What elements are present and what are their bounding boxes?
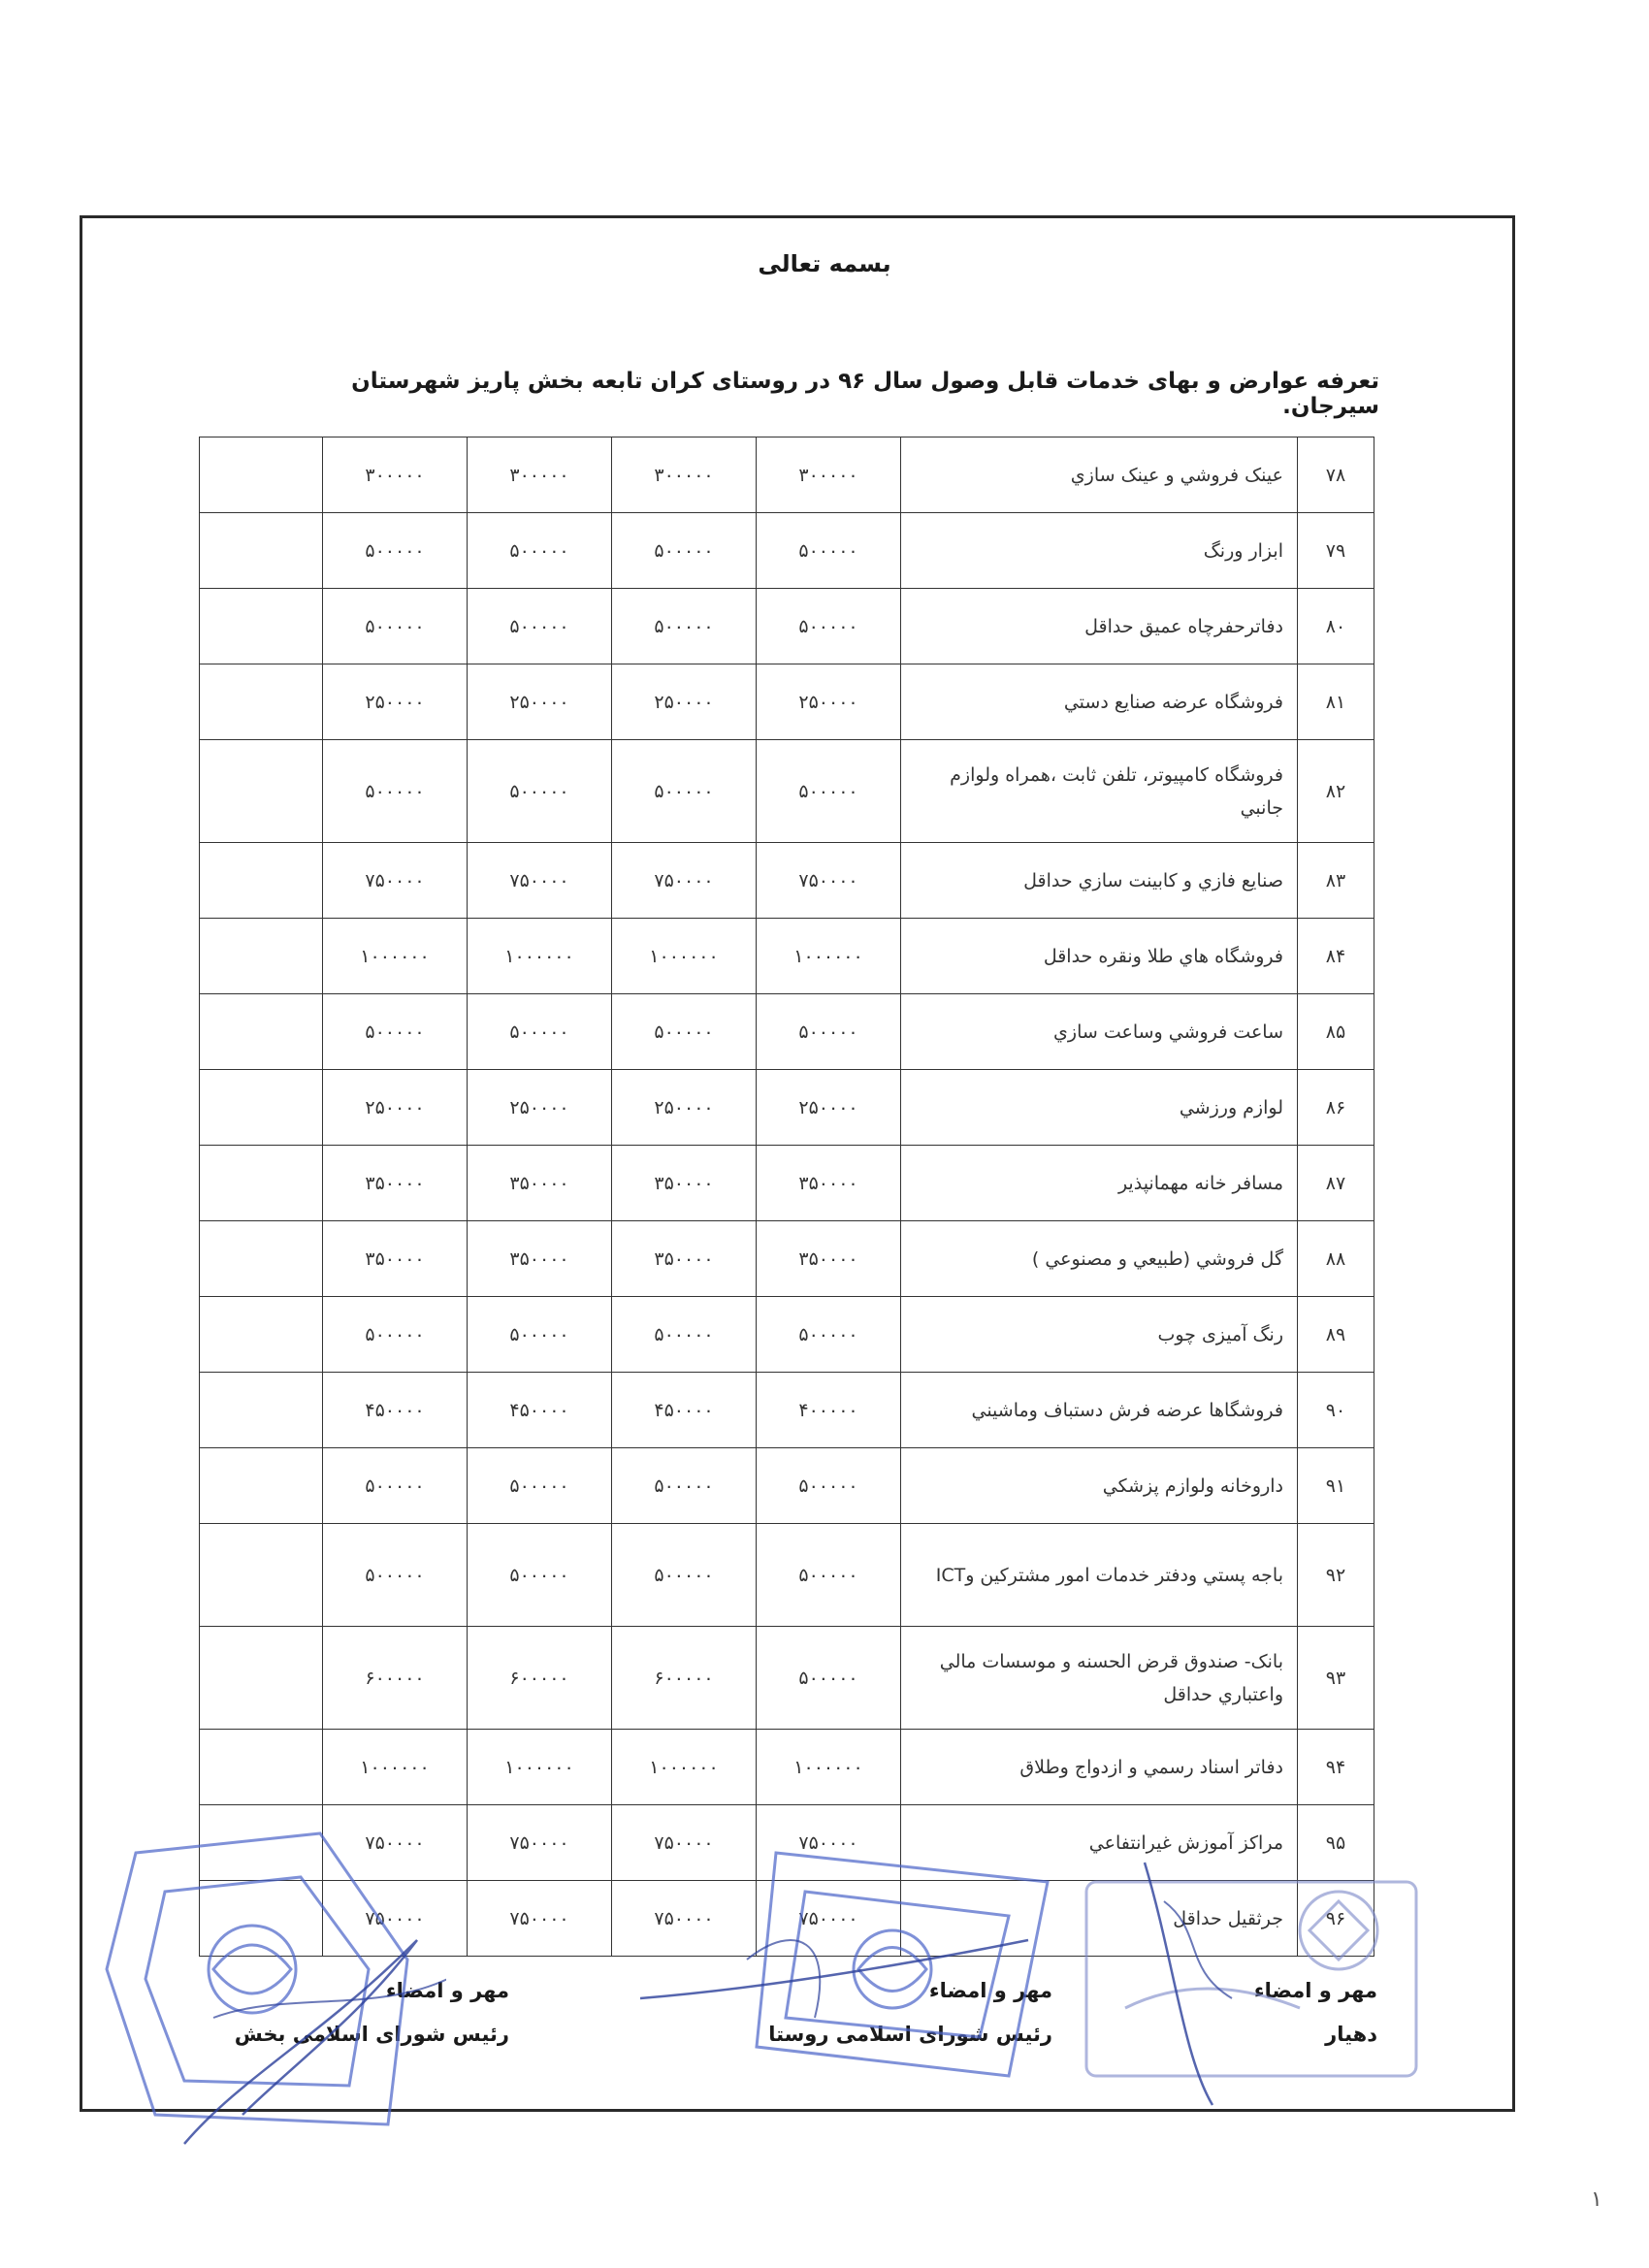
tariff-value: ۵۰۰۰۰۰ — [757, 1448, 901, 1524]
row-number: ۸۴ — [1298, 919, 1374, 994]
signature-line2: رئیس شورای اسلامی روستا — [768, 2023, 1052, 2046]
empty-cell — [200, 513, 323, 589]
row-number: ۹۱ — [1298, 1448, 1374, 1524]
tariff-table — [199, 437, 1374, 1957]
service-title: مراکز آموزش غیرانتفاعي — [901, 1805, 1298, 1881]
tariff-value: ۴۵۰۰۰۰ — [468, 1373, 612, 1448]
tariff-value: ۴۵۰۰۰۰ — [612, 1373, 757, 1448]
row-number: ۸۷ — [1298, 1146, 1374, 1221]
empty-cell — [200, 1524, 323, 1627]
tariff-value: ۳۵۰۰۰۰ — [757, 1221, 901, 1297]
district-council-stamp — [97, 1824, 446, 2173]
tariff-value: ۳۰۰۰۰۰ — [757, 437, 901, 513]
tariff-value: ۳۵۰۰۰۰ — [323, 1221, 468, 1297]
row-number: ۹۶ — [1298, 1881, 1374, 1957]
signature-line1: مهر و امضاء — [928, 1979, 1052, 2002]
table-row — [200, 1524, 1374, 1627]
tariff-value: ۱۰۰۰۰۰۰ — [757, 919, 901, 994]
tariff-value: ۲۵۰۰۰۰ — [323, 1070, 468, 1146]
service-title: جرثقیل حداقل — [901, 1881, 1298, 1957]
tariff-value: ۵۰۰۰۰۰ — [757, 589, 901, 664]
service-title: رنگ آمیزی چوب — [901, 1297, 1298, 1373]
tariff-value: ۵۰۰۰۰۰ — [468, 1297, 612, 1373]
row-number: ۷۸ — [1298, 437, 1374, 513]
empty-cell — [200, 994, 323, 1070]
tariff-value: ۷۵۰۰۰۰ — [757, 1881, 901, 1957]
row-number: ۸۹ — [1298, 1297, 1374, 1373]
table-row — [200, 1448, 1374, 1524]
service-title: باجه پستي ودفتر خدمات امور مشترکین وICT — [901, 1524, 1298, 1627]
empty-cell — [200, 1221, 323, 1297]
tariff-value: ۵۰۰۰۰۰ — [323, 1297, 468, 1373]
tariff-value: ۱۰۰۰۰۰۰ — [323, 1730, 468, 1805]
tariff-value: ۵۰۰۰۰۰ — [468, 513, 612, 589]
tariff-value: ۷۵۰۰۰۰ — [323, 843, 468, 919]
table-row — [200, 664, 1374, 740]
tariff-value: ۵۰۰۰۰۰ — [757, 1297, 901, 1373]
tariff-value: ۵۰۰۰۰۰ — [757, 740, 901, 843]
service-title: ابزار ورنگ — [901, 513, 1298, 589]
empty-cell — [200, 1448, 323, 1524]
row-number: ۸۵ — [1298, 994, 1374, 1070]
empty-cell — [200, 664, 323, 740]
signature-line2: دهیار — [1325, 2023, 1377, 2046]
tariff-value: ۷۵۰۰۰۰ — [612, 1881, 757, 1957]
tariff-value: ۲۵۰۰۰۰ — [323, 664, 468, 740]
tariff-value: ۱۰۰۰۰۰۰ — [323, 919, 468, 994]
service-title: گل فروشي (طبیعي و مصنوعي ) — [901, 1221, 1298, 1297]
tariff-value: ۳۰۰۰۰۰ — [612, 437, 757, 513]
empty-cell — [200, 843, 323, 919]
tariff-value: ۲۵۰۰۰۰ — [757, 664, 901, 740]
tariff-value: ۵۰۰۰۰۰ — [323, 1524, 468, 1627]
row-number: ۸۲ — [1298, 740, 1374, 843]
tariff-value: ۱۰۰۰۰۰۰ — [468, 919, 612, 994]
tariff-value: ۵۰۰۰۰۰ — [323, 589, 468, 664]
tariff-value: ۲۵۰۰۰۰ — [612, 664, 757, 740]
empty-cell — [200, 1627, 323, 1730]
service-title: بانک- صندوق قرض الحسنه و موسسات مالي واعتباري حداقل — [901, 1627, 1298, 1730]
table-row — [200, 437, 1374, 513]
empty-cell — [200, 919, 323, 994]
tariff-value: ۲۵۰۰۰۰ — [468, 1070, 612, 1146]
tariff-value: ۳۵۰۰۰۰ — [468, 1221, 612, 1297]
row-number: ۸۶ — [1298, 1070, 1374, 1146]
tariff-value: ۵۰۰۰۰۰ — [612, 589, 757, 664]
row-number: ۹۰ — [1298, 1373, 1374, 1448]
tariff-value: ۷۵۰۰۰۰ — [757, 1805, 901, 1881]
table-row — [200, 1146, 1374, 1221]
tariff-value: ۷۵۰۰۰۰ — [468, 843, 612, 919]
tariff-value: ۷۵۰۰۰۰ — [468, 1881, 612, 1957]
table-row — [200, 589, 1374, 664]
empty-cell — [200, 437, 323, 513]
tariff-value: ۵۰۰۰۰۰ — [468, 589, 612, 664]
tariff-value: ۵۰۰۰۰۰ — [468, 1448, 612, 1524]
tariff-value: ۵۰۰۰۰۰ — [323, 1448, 468, 1524]
tariff-value: ۳۵۰۰۰۰ — [612, 1146, 757, 1221]
tariff-value: ۳۰۰۰۰۰ — [468, 437, 612, 513]
tariff-value: ۵۰۰۰۰۰ — [323, 740, 468, 843]
service-title: دفاترحفرچاه عمیق حداقل — [901, 589, 1298, 664]
document-subtitle: تعرفه عوارض و بهای خدمات قابل وصول سال ۹۶ در روستای کران تابعه بخش پاریز شهرستان سیرجان. — [351, 369, 1379, 419]
tariff-value: ۳۵۰۰۰۰ — [323, 1146, 468, 1221]
empty-cell — [200, 589, 323, 664]
service-title: دفاتر اسناد رسمي و ازدواج وطلاق — [901, 1730, 1298, 1805]
village-council-stamp — [640, 1824, 1067, 2115]
empty-cell — [200, 1730, 323, 1805]
tariff-value: ۵۰۰۰۰۰ — [468, 1524, 612, 1627]
service-title: فروشگاه عرضه صنایع دستي — [901, 664, 1298, 740]
tariff-value: ۷۵۰۰۰۰ — [468, 1805, 612, 1881]
table-row — [200, 1221, 1374, 1297]
empty-cell — [200, 1297, 323, 1373]
tariff-value: ۶۰۰۰۰۰ — [323, 1627, 468, 1730]
service-title: فروشگاها عرضه فرش دستباف وماشیني — [901, 1373, 1298, 1448]
signature-line2: رئیس شورای اسلامی بخش — [234, 2023, 509, 2046]
service-title: داروخانه ولوازم پزشكي — [901, 1448, 1298, 1524]
table-row — [200, 1070, 1374, 1146]
tariff-value: ۲۵۰۰۰۰ — [612, 1070, 757, 1146]
tariff-value: ۲۵۰۰۰۰ — [757, 1070, 901, 1146]
row-number: ۹۲ — [1298, 1524, 1374, 1627]
tariff-value: ۶۰۰۰۰۰ — [612, 1627, 757, 1730]
tariff-value: ۵۰۰۰۰۰ — [612, 1297, 757, 1373]
page-mark: ۱ — [1591, 2187, 1602, 2212]
table-row — [200, 843, 1374, 919]
tariff-value: ۵۰۰۰۰۰ — [468, 740, 612, 843]
empty-cell — [200, 740, 323, 843]
tariff-value: ۳۵۰۰۰۰ — [757, 1146, 901, 1221]
row-number: ۸۱ — [1298, 664, 1374, 740]
tariff-value: ۵۰۰۰۰۰ — [757, 513, 901, 589]
tariff-value: ۵۰۰۰۰۰ — [468, 994, 612, 1070]
table-row — [200, 1373, 1374, 1448]
table-row — [200, 919, 1374, 994]
table-row — [200, 1297, 1374, 1373]
signature-line1: مهر و امضاء — [1253, 1979, 1377, 2002]
tariff-value: ۱۰۰۰۰۰۰ — [468, 1730, 612, 1805]
empty-cell — [200, 1373, 323, 1448]
table-row — [200, 994, 1374, 1070]
tariff-value: ۵۰۰۰۰۰ — [612, 513, 757, 589]
service-title: صنایع فازي و کابینت سازي حداقل — [901, 843, 1298, 919]
tariff-value: ۵۰۰۰۰۰ — [757, 1524, 901, 1627]
tariff-value: ۵۰۰۰۰۰ — [323, 513, 468, 589]
tariff-value: ۵۰۰۰۰۰ — [612, 740, 757, 843]
table-row — [200, 1730, 1374, 1805]
tariff-value: ۵۰۰۰۰۰ — [757, 994, 901, 1070]
row-number: ۹۵ — [1298, 1805, 1374, 1881]
tariff-value: ۷۵۰۰۰۰ — [323, 1805, 468, 1881]
tariff-value: ۱۰۰۰۰۰۰ — [612, 1730, 757, 1805]
signature-line1: مهر و امضاء — [385, 1979, 509, 2002]
table-row — [200, 1627, 1374, 1730]
tariff-value: ۵۰۰۰۰۰ — [612, 1524, 757, 1627]
tariff-value: ۳۵۰۰۰۰ — [468, 1146, 612, 1221]
tariff-value: ۷۵۰۰۰۰ — [612, 843, 757, 919]
tariff-value: ۱۰۰۰۰۰۰ — [757, 1730, 901, 1805]
document-heading: بسمه تعالی — [758, 250, 891, 277]
service-title: ساعت فروشي وساعت سازي — [901, 994, 1298, 1070]
tariff-value: ۱۰۰۰۰۰۰ — [612, 919, 757, 994]
table-row — [200, 740, 1374, 843]
tariff-value: ۷۵۰۰۰۰ — [612, 1805, 757, 1881]
row-number: ۹۴ — [1298, 1730, 1374, 1805]
row-number: ۸۸ — [1298, 1221, 1374, 1297]
empty-cell — [200, 1070, 323, 1146]
table-row — [200, 513, 1374, 589]
tariff-value: ۷۵۰۰۰۰ — [323, 1881, 468, 1957]
row-number: ۹۳ — [1298, 1627, 1374, 1730]
service-title: مسافر خانه مهمانپذیر — [901, 1146, 1298, 1221]
row-number: ۷۹ — [1298, 513, 1374, 589]
service-title: لوازم ورزشي — [901, 1070, 1298, 1146]
row-number: ۸۳ — [1298, 843, 1374, 919]
tariff-value: ۴۵۰۰۰۰ — [323, 1373, 468, 1448]
tariff-value: ۵۰۰۰۰۰ — [612, 994, 757, 1070]
tariff-value: ۶۰۰۰۰۰ — [468, 1627, 612, 1730]
tariff-value: ۳۵۰۰۰۰ — [612, 1221, 757, 1297]
dehyari-stamp — [1067, 1843, 1436, 2115]
service-title: فروشگاه هاي طلا ونقره حداقل — [901, 919, 1298, 994]
service-title: فروشگاه کامپیوتر، تلفن ثابت ،همراه ولوازم جانبي — [901, 740, 1298, 843]
service-title: عینک فروشي و عینک سازي — [901, 437, 1298, 513]
tariff-value: ۲۵۰۰۰۰ — [468, 664, 612, 740]
tariff-value: ۵۰۰۰۰۰ — [323, 994, 468, 1070]
row-number: ۸۰ — [1298, 589, 1374, 664]
tariff-value: ۵۰۰۰۰۰ — [757, 1627, 901, 1730]
tariff-value: ۵۰۰۰۰۰ — [612, 1448, 757, 1524]
tariff-value: ۳۰۰۰۰۰ — [323, 437, 468, 513]
tariff-value: ۴۰۰۰۰۰ — [757, 1373, 901, 1448]
empty-cell — [200, 1146, 323, 1221]
tariff-value: ۷۵۰۰۰۰ — [757, 843, 901, 919]
